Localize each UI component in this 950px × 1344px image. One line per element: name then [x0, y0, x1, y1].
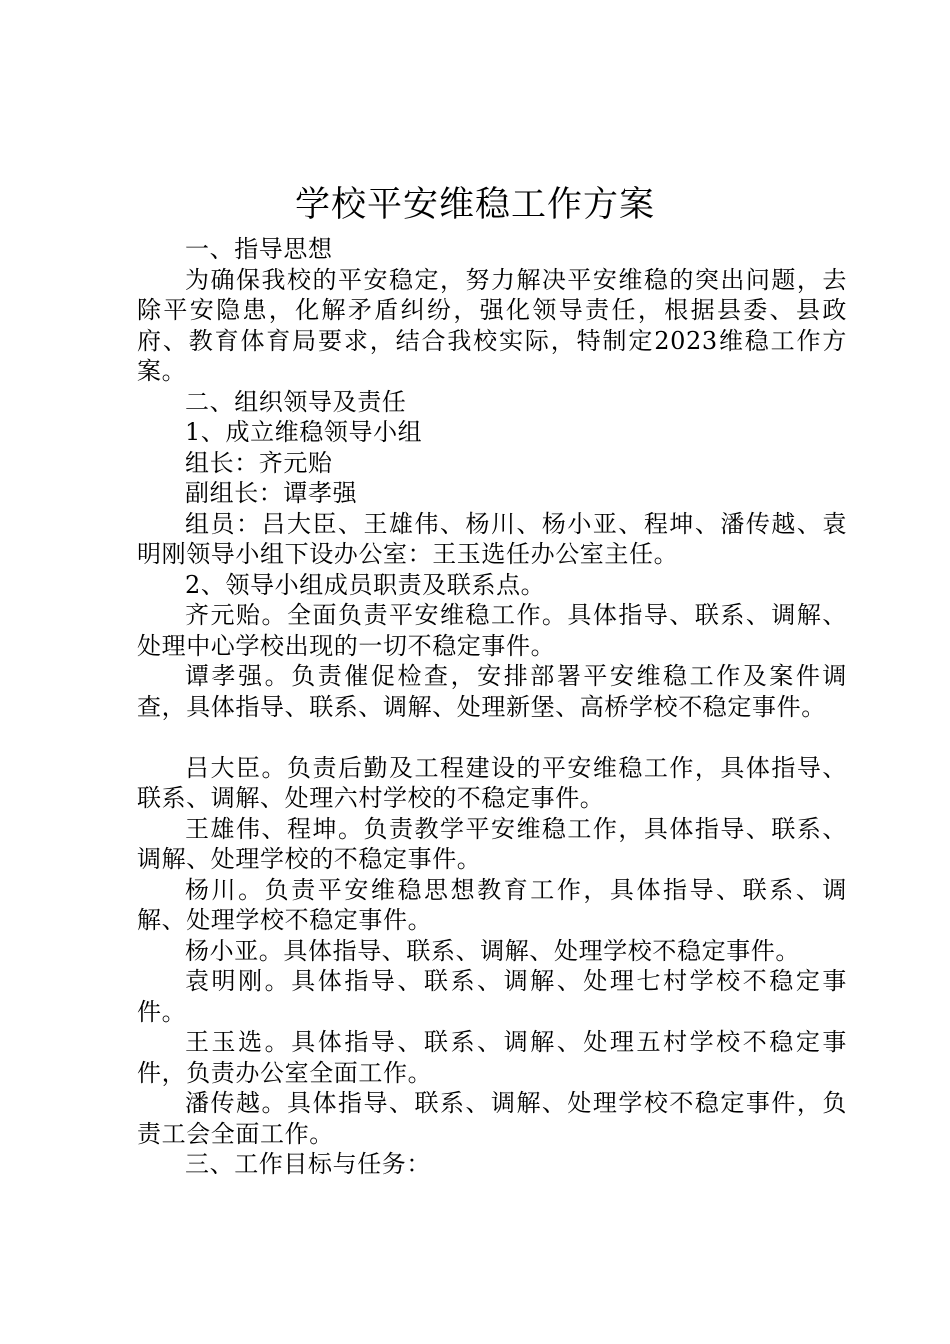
paragraph-duty-yuan: 袁明刚。具体指导、联系、调解、处理七村学校不稳定事件。: [137, 967, 847, 1026]
section-heading-guiding-ideology: 一、指导思想: [185, 235, 333, 263]
subheading-duties: 2、领导小组成员职责及联系点。: [185, 570, 546, 599]
subheading-leadership-group: 1、成立维稳领导小组: [185, 418, 423, 446]
section-heading-organization: 二、组织领导及责任: [185, 387, 407, 416]
paragraph-duty-wang-cheng: 王雄伟、程坤。负责教学平安维稳工作，具体指导、联系、调解、处理学校的不稳定事件。: [137, 814, 847, 873]
document-title: 学校平安维稳工作方案: [294, 185, 655, 225]
blank-line: [137, 722, 847, 753]
paragraph-duty-tan: 谭孝强。负责催促检查，安排部署平安维稳工作及案件调查，具体指导、联系、调解、处理新堡、高桥学校不稳定事件。: [137, 662, 847, 721]
document-body: [137, 234, 847, 1180]
paragraph-duty-lv: 吕大臣。负责后勤及工程建设的平安维稳工作，具体指导、联系、调解、处理六村学校的不稳定事件。: [137, 753, 847, 812]
paragraph-purpose: 为确保我校的平安稳定，努力解决平安维稳的突出问题，去除平安隐患，化解矛盾纠纷，强化领导责任，根据县委、县政府、教育体育局要求，结合我校实际，特制定2023维稳工作方案。: [137, 265, 847, 385]
section-heading-goals: 三、工作目标与任务：: [185, 1150, 431, 1178]
paragraph-duty-wang-yuxuan: 王玉选。具体指导、联系、调解、处理五村学校不稳定事件，负责办公室全面工作。: [137, 1028, 847, 1087]
paragraph-duty-yang-xiaoya: 杨小亚。具体指导、联系、调解、处理学校不稳定事件。: [185, 936, 800, 965]
paragraph-deputy-leader: 副组长：谭孝强: [185, 479, 358, 507]
paragraph-duty-pan: 潘传越。具体指导、联系、调解、处理学校不稳定事件，负责工会全面工作。: [137, 1089, 847, 1148]
paragraph-duty-yang-chuan: 杨川。负责平安维稳思想教育工作，具体指导、联系、调解、处理学校不稳定事件。: [137, 875, 847, 934]
paragraph-duty-qi: 齐元贻。全面负责平安维稳工作。具体指导、联系、调解、处理中心学校出现的一切不稳定事件。: [137, 601, 847, 660]
paragraph-group-leader: 组长：齐元贻: [185, 448, 333, 477]
paragraph-group-members: 组员：吕大臣、王雄伟、杨川、杨小亚、程坤、潘传越、袁明刚领导小组下设办公室：王玉选任办公室主任。: [137, 509, 847, 568]
